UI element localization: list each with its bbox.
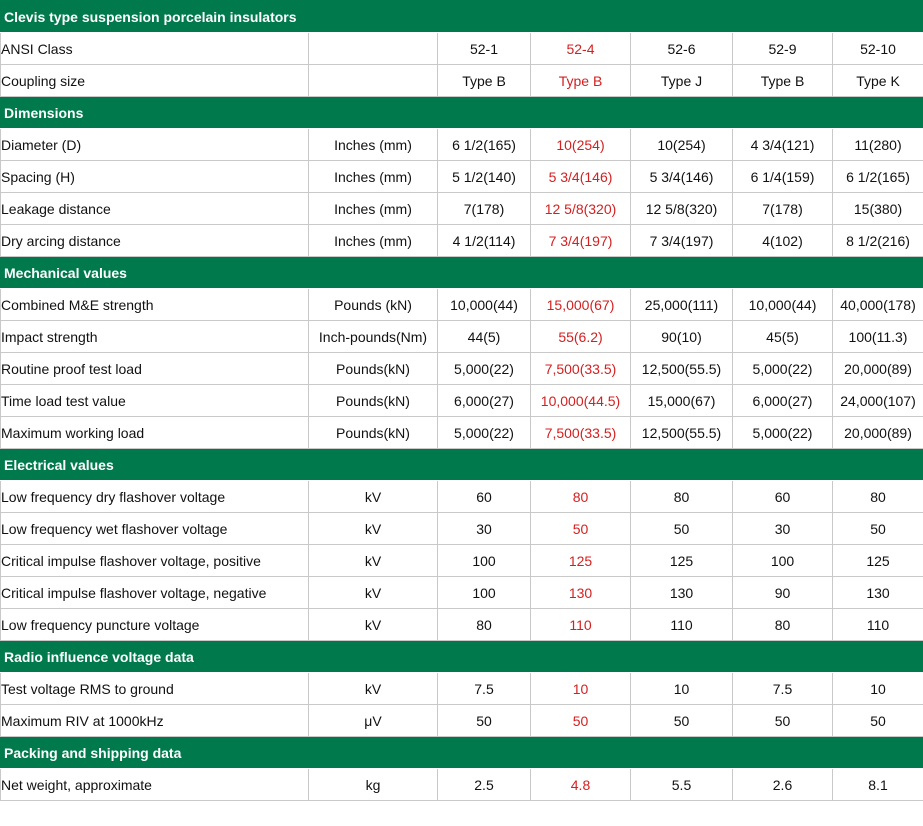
value-cell: 15(380): [833, 193, 923, 225]
value-cell: 7 3/4(197): [631, 225, 733, 257]
value-cell: 8 1/2(216): [833, 225, 923, 257]
value-cell: 11(280): [833, 129, 923, 161]
value-cell: 50: [833, 705, 923, 737]
value-cell: 80: [531, 481, 631, 513]
value-cell: 40,000(178): [833, 289, 923, 321]
row-label: Low frequency dry flashover voltage: [1, 481, 309, 513]
value-cell: 6,000(27): [438, 385, 531, 417]
row-label: Critical impulse flashover voltage, positive: [1, 545, 309, 577]
row-label: Spacing (H): [1, 161, 309, 193]
value-cell: 5 3/4(146): [531, 161, 631, 193]
row-label: Dry arcing distance: [1, 225, 309, 257]
value-cell: 125: [531, 545, 631, 577]
row-label: Low frequency puncture voltage: [1, 609, 309, 641]
table-title-row: [1, 1, 923, 33]
table-row: [1, 513, 923, 545]
row-unit: Inches (mm): [309, 193, 438, 225]
row-label: Combined M&E strength: [1, 289, 309, 321]
coupling-size-row: [1, 65, 923, 97]
ansi-class-52-6: 52-6: [631, 33, 733, 65]
value-cell: 7(178): [733, 193, 833, 225]
value-cell: 60: [733, 481, 833, 513]
row-unit: kV: [309, 481, 438, 513]
value-cell: 7 3/4(197): [531, 225, 631, 257]
value-cell: 50: [438, 705, 531, 737]
value-cell: 5.5: [631, 769, 733, 801]
row-unit: kV: [309, 545, 438, 577]
row-label: Critical impulse flashover voltage, negative: [1, 577, 309, 609]
value-cell: 2.5: [438, 769, 531, 801]
row-unit: μV: [309, 705, 438, 737]
value-cell: 60: [438, 481, 531, 513]
value-cell: 45(5): [733, 321, 833, 353]
value-cell: 25,000(111): [631, 289, 733, 321]
section-title: Mechanical values: [1, 257, 923, 289]
value-cell: 130: [531, 577, 631, 609]
table-row: [1, 673, 923, 705]
value-cell: 7(178): [438, 193, 531, 225]
row-unit: Pounds(kN): [309, 353, 438, 385]
value-cell: 20,000(89): [833, 353, 923, 385]
row-unit: [309, 65, 438, 97]
value-cell: 12 5/8(320): [531, 193, 631, 225]
table-row: [1, 481, 923, 513]
table-row: [1, 193, 923, 225]
ansi-class-row: [1, 33, 923, 65]
row-unit: Inches (mm): [309, 161, 438, 193]
value-cell: 4.8: [531, 769, 631, 801]
value-cell: 50: [531, 705, 631, 737]
value-cell: 15,000(67): [531, 289, 631, 321]
value-cell: 44(5): [438, 321, 531, 353]
value-cell: 5,000(22): [438, 353, 531, 385]
row-label: Routine proof test load: [1, 353, 309, 385]
value-cell: 7,500(33.5): [531, 417, 631, 449]
row-label: Leakage distance: [1, 193, 309, 225]
table-row: [1, 417, 923, 449]
row-unit: Pounds (kN): [309, 289, 438, 321]
value-cell: 80: [438, 609, 531, 641]
row-unit: Inches (mm): [309, 225, 438, 257]
table-row: [1, 321, 923, 353]
row-unit: kV: [309, 577, 438, 609]
value-cell: 110: [833, 609, 923, 641]
value-cell: 50: [833, 513, 923, 545]
section-header-row: [1, 737, 923, 769]
value-cell: 12,500(55.5): [631, 417, 733, 449]
value-cell: 90: [733, 577, 833, 609]
value-cell: 80: [733, 609, 833, 641]
value-cell: 6 1/2(165): [438, 129, 531, 161]
value-cell: 100: [438, 577, 531, 609]
section-header-row: [1, 449, 923, 481]
row-unit: Inch-pounds(Nm): [309, 321, 438, 353]
row-label: ANSI Class: [1, 33, 309, 65]
row-label: Diameter (D): [1, 129, 309, 161]
table-row: [1, 289, 923, 321]
row-label: Maximum RIV at 1000kHz: [1, 705, 309, 737]
section-header-row: [1, 257, 923, 289]
section-title: Packing and shipping data: [1, 737, 923, 769]
row-label: Coupling size: [1, 65, 309, 97]
table-row: [1, 705, 923, 737]
table-title: Clevis type suspension porcelain insulators: [1, 1, 923, 33]
value-cell: 24,000(107): [833, 385, 923, 417]
row-unit: Inches (mm): [309, 129, 438, 161]
value-cell: 90(10): [631, 321, 733, 353]
value-cell: 130: [833, 577, 923, 609]
value-cell: 50: [733, 705, 833, 737]
value-cell: 80: [631, 481, 733, 513]
row-unit: Pounds(kN): [309, 385, 438, 417]
ansi-class-52-10: 52-10: [833, 33, 923, 65]
table-row: [1, 545, 923, 577]
value-cell: 15,000(67): [631, 385, 733, 417]
value-cell: 6,000(27): [733, 385, 833, 417]
row-label: Low frequency wet flashover voltage: [1, 513, 309, 545]
value-cell: 5,000(22): [733, 353, 833, 385]
section-header-row: [1, 97, 923, 129]
value-cell: 5 3/4(146): [631, 161, 733, 193]
coupling-value: Type K: [833, 65, 923, 97]
value-cell: 8.1: [833, 769, 923, 801]
value-cell: 80: [833, 481, 923, 513]
value-cell: 10(254): [631, 129, 733, 161]
row-unit: kV: [309, 513, 438, 545]
value-cell: 12,500(55.5): [631, 353, 733, 385]
row-label: Time load test value: [1, 385, 309, 417]
value-cell: 6 1/4(159): [733, 161, 833, 193]
value-cell: 110: [531, 609, 631, 641]
ansi-class-52-9: 52-9: [733, 33, 833, 65]
coupling-value: Type B: [438, 65, 531, 97]
table-row: [1, 225, 923, 257]
row-unit: kg: [309, 769, 438, 801]
value-cell: 100(11.3): [833, 321, 923, 353]
value-cell: 100: [438, 545, 531, 577]
coupling-value: Type J: [631, 65, 733, 97]
value-cell: 10,000(44): [438, 289, 531, 321]
coupling-value: Type B: [733, 65, 833, 97]
value-cell: 10,000(44): [733, 289, 833, 321]
value-cell: 7,500(33.5): [531, 353, 631, 385]
value-cell: 125: [631, 545, 733, 577]
table-row: [1, 609, 923, 641]
value-cell: 10,000(44.5): [531, 385, 631, 417]
table-row: [1, 769, 923, 801]
value-cell: 7.5: [733, 673, 833, 705]
value-cell: 12 5/8(320): [631, 193, 733, 225]
row-label: Maximum working load: [1, 417, 309, 449]
row-unit: kV: [309, 609, 438, 641]
section-title: Radio influence voltage data: [1, 641, 923, 673]
coupling-value: Type B: [531, 65, 631, 97]
value-cell: 50: [631, 513, 733, 545]
table-row: [1, 385, 923, 417]
section-title: Electrical values: [1, 449, 923, 481]
value-cell: 125: [833, 545, 923, 577]
row-unit: [309, 33, 438, 65]
value-cell: 50: [631, 705, 733, 737]
value-cell: 5,000(22): [438, 417, 531, 449]
ansi-class-52-4: 52-4: [531, 33, 631, 65]
value-cell: 30: [438, 513, 531, 545]
section-header-row: [1, 641, 923, 673]
value-cell: 130: [631, 577, 733, 609]
value-cell: 100: [733, 545, 833, 577]
value-cell: 10(254): [531, 129, 631, 161]
value-cell: 10: [631, 673, 733, 705]
value-cell: 5,000(22): [733, 417, 833, 449]
table-row: [1, 161, 923, 193]
value-cell: 50: [531, 513, 631, 545]
row-label: Impact strength: [1, 321, 309, 353]
value-cell: 4 3/4(121): [733, 129, 833, 161]
value-cell: 4(102): [733, 225, 833, 257]
value-cell: 55(6.2): [531, 321, 631, 353]
row-unit: Pounds(kN): [309, 417, 438, 449]
ansi-class-52-1: 52-1: [438, 33, 531, 65]
section-title: Dimensions: [1, 97, 923, 129]
value-cell: 6 1/2(165): [833, 161, 923, 193]
row-label: Net weight, approximate: [1, 769, 309, 801]
value-cell: 7.5: [438, 673, 531, 705]
value-cell: 10: [833, 673, 923, 705]
row-label: Test voltage RMS to ground: [1, 673, 309, 705]
value-cell: 30: [733, 513, 833, 545]
value-cell: 110: [631, 609, 733, 641]
table-row: [1, 577, 923, 609]
table-row: [1, 129, 923, 161]
value-cell: 10: [531, 673, 631, 705]
value-cell: 2.6: [733, 769, 833, 801]
value-cell: 5 1/2(140): [438, 161, 531, 193]
value-cell: 4 1/2(114): [438, 225, 531, 257]
table-row: [1, 353, 923, 385]
row-unit: kV: [309, 673, 438, 705]
value-cell: 20,000(89): [833, 417, 923, 449]
